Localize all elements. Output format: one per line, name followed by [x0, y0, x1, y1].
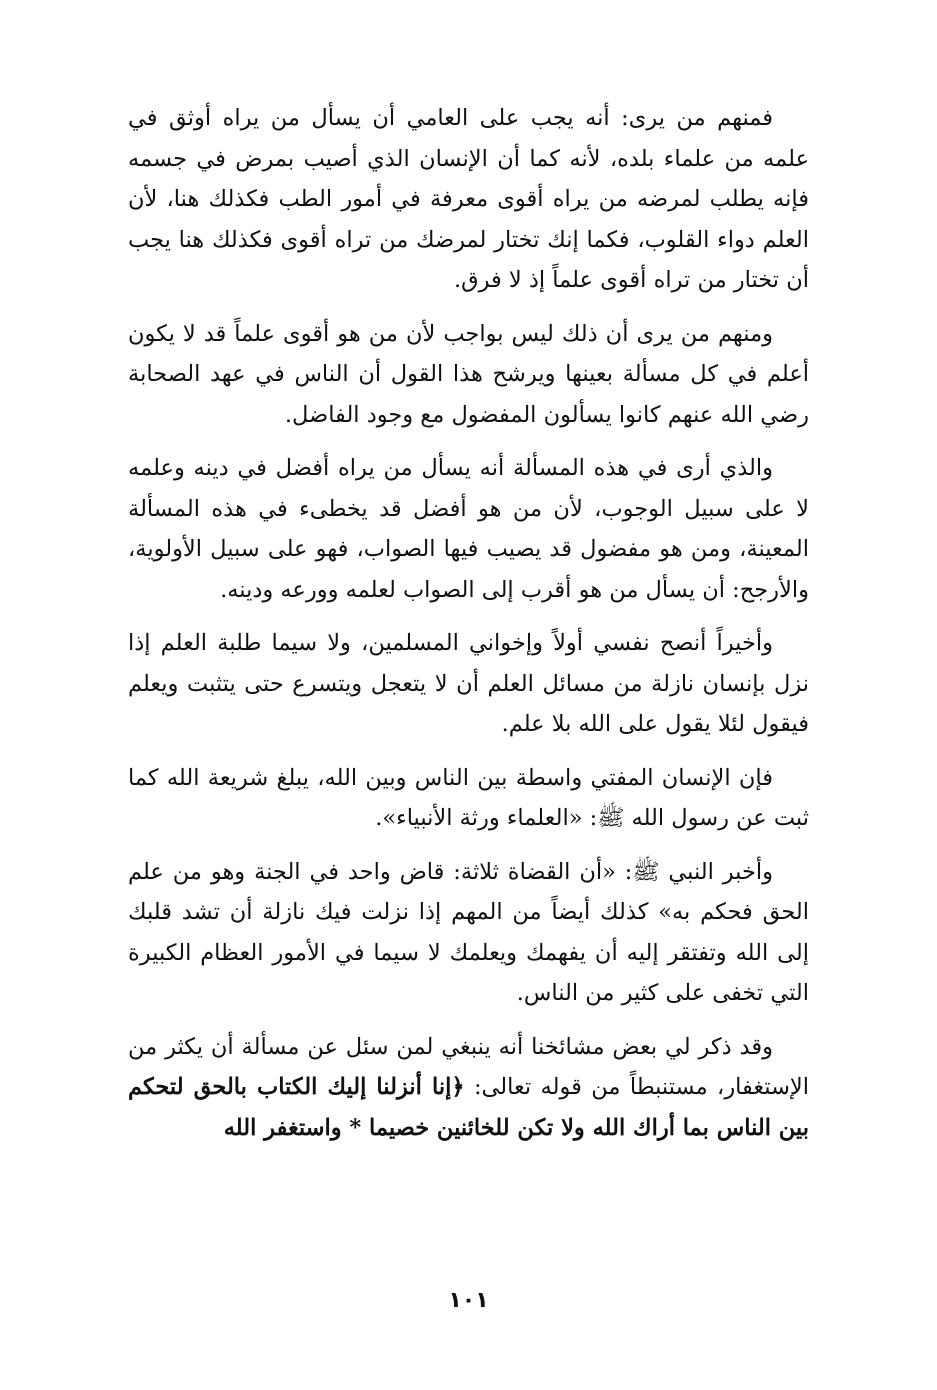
paragraph-opinion-two: ومنهم من يرى أن ذلك ليس بواجب لأن من هو أقوى علماً قد لا يكون أعلم في كل مسألة بعينها ويرشح هذا القول أن الناس في عهد الصحابة رضي الله عنهم كانوا يسألون المفضول مع وجود الفاضل. [128, 320, 809, 428]
paragraph-judges-hadith: وأخبر النبي ﷺ: «أن القضاة ثلاثة: قاض واحد في الجنة وهو من علم الحق فحكم به» كذلك أيضاً من المهم إذا نزلت فيك نازلة أن تشد قلبك إلى الله وتفتقر إليه أن يفهمك ويعلمك لا سيما في الأمور العظام الكبيرة التي تخفى على كثير من الناس. [128, 858, 809, 1006]
paragraph-author-view: والذي أرى في هذه المسألة أنه يسأل من يراه أفضل في دينه وعلمه لا على سبيل الوجوب، لأن من هو أفضل قد يخطىء في هذه المسألة المعينة، ومن هو مفضول قد يصيب فيها الصواب، فهو على سبيل الأولوية، والأرجح: أن يسأل من هو أقرب إلى الصواب لعلمه وورعه ودينه. [128, 455, 809, 603]
quran-verse: ﴿إنا أنزلنا إليك الكتاب بالحق لتحكم بين الناس بما أراك الله ولا تكن للخائنين خصيما * واستغفر الله [128, 1074, 809, 1141]
page-number: ١٠١ [448, 1288, 489, 1313]
body-text [128, 98, 809, 1161]
paragraph-mufti: فإن الإنسان المفتي واسطة بين الناس وبين الله، يبلغ شريعة الله كما ثبت عن رسول الله ﷺ: «العلماء ورثة الأنبياء». [128, 764, 809, 831]
paragraph-advice: وأخيراً أنصح نفسي أولاً وإخواني المسلمين، ولا سيما طلبة العلم إذا نزل بإنسان نازلة من مسائل العلم أن لا يتعجل ويتسرع حتى يتثبت ويعلم فيقول لئلا يقول على الله بلا علم. [128, 630, 809, 737]
paragraph-istighfar [128, 1027, 809, 1149]
paragraph-opinion-one: فمنهم من يرى: أنه يجب على العامي أن يسأل من يراه أوثق في علمه من علماء بلده، لأنه كما أن الإنسان الذي أصيب بمرض في جسمه فإنه يطلب لمرضه من يراه أقوى معرفة في أمور الطب فكذلك هنا، لأن العلم دواء القلوب، فكما إنك تختار لمرضك من تراه أقوى فكذلك هنا يجب أن تختار من تراه أقوى علماً إذ لا فرق. [128, 105, 809, 293]
istighfar-intro-text: وقد ذكر لي بعض مشائخنا أنه ينبغي لمن سئل عن مسألة أن يكثر من الإستغفار، مستنبطاً من قوله تعالى: [128, 1033, 810, 1100]
